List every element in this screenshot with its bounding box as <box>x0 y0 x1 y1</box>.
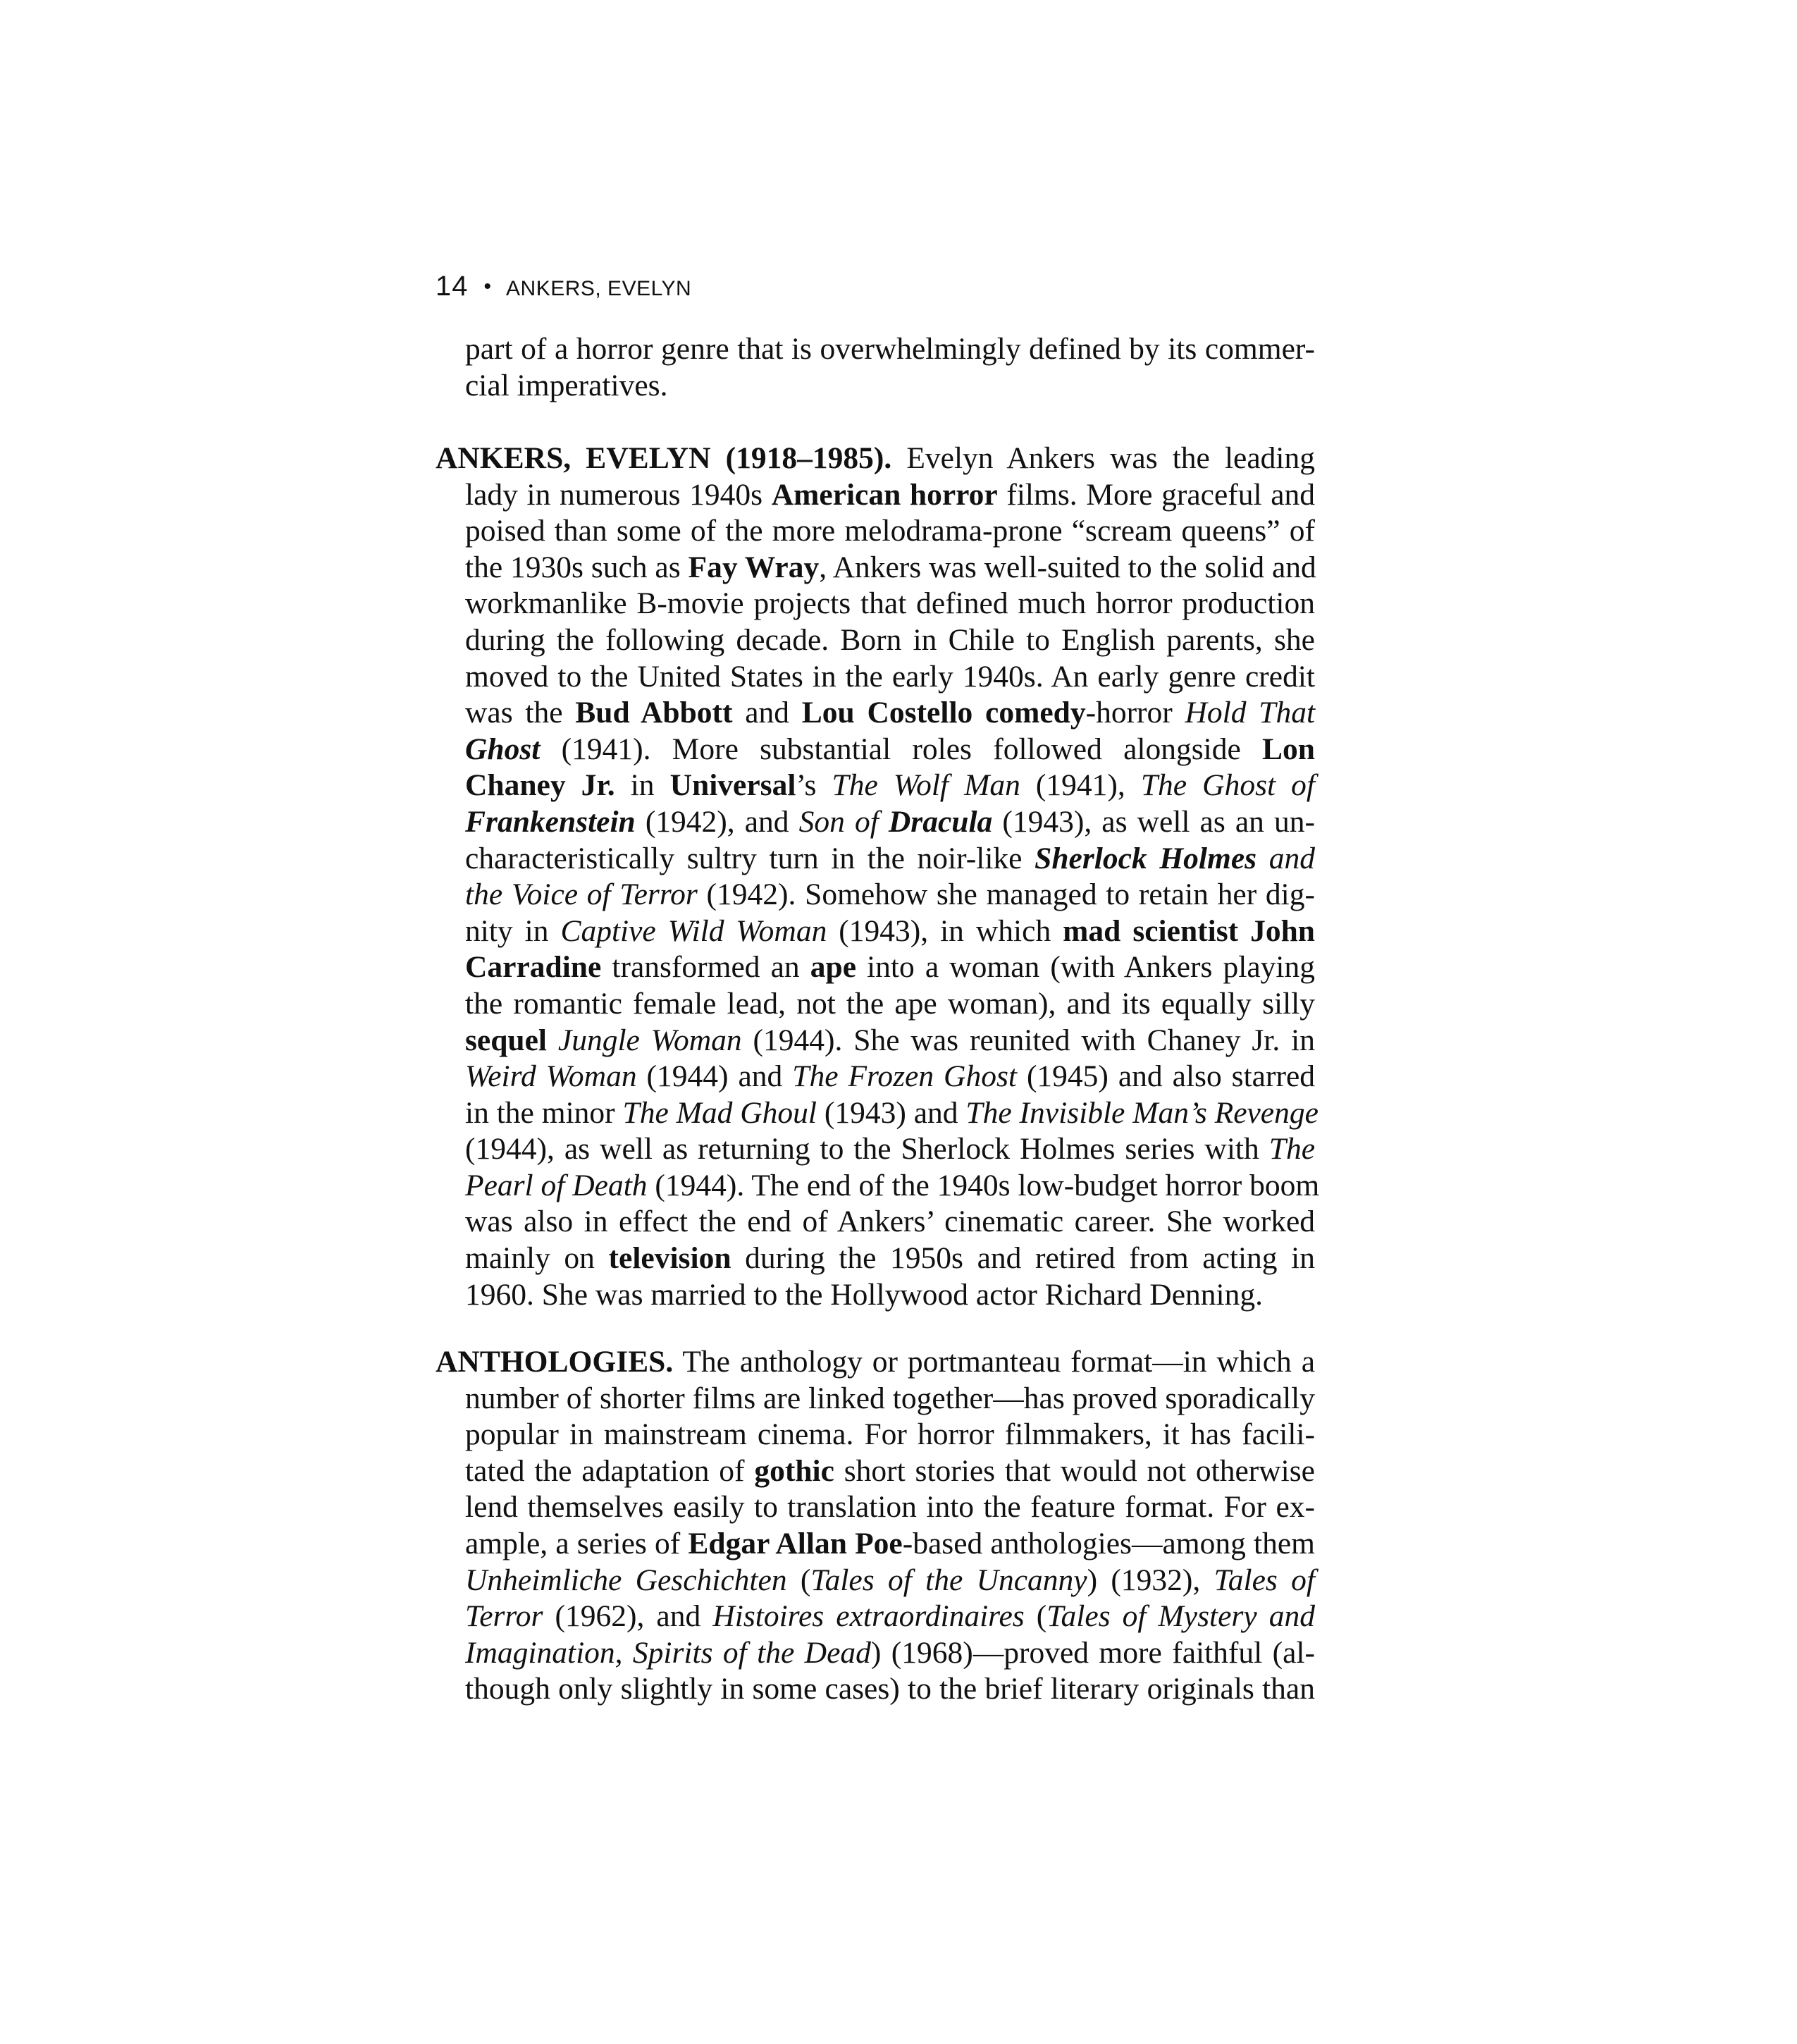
text-line: Carradine transformed an ape into a woman (with Ankers playing <box>465 950 1316 985</box>
film-title: The <box>1268 1132 1315 1166</box>
text-line: Weird Woman (1944) and The Frozen Ghost (1945) and also starred <box>465 1059 1316 1094</box>
film-title: Ghost <box>465 732 541 766</box>
cross-reference: Universal <box>669 768 796 803</box>
film-title: the Voice of Terror <box>465 878 698 912</box>
film-title: Unheimliche Geschichten <box>465 1563 787 1597</box>
cross-reference: Lon <box>1262 732 1315 766</box>
bullet-separator: • <box>483 275 493 298</box>
film-title: Sherlock Holmes <box>1035 841 1257 875</box>
cross-reference: Lou Costello <box>801 696 973 730</box>
text-line: sequel Jungle Woman (1944). She was reunited with Chaney Jr. in <box>465 1023 1315 1057</box>
film-title: and <box>1256 841 1315 875</box>
entry-headword: ANKERS, EVELYN (1918–1985). <box>436 441 892 475</box>
text-line: Unheimliche Geschichten (Tales of the Uncanny) (1932), Tales of <box>465 1563 1315 1597</box>
text-line: the romantic female lead, not the ape woman), and its equally silly <box>465 986 1315 1021</box>
text-line: in the minor The Mad Ghoul (1943) and The Invisible Man’s Revenge <box>465 1095 1319 1130</box>
text-line: ANTHOLOGIES. The anthology or portmanteau format—in which a <box>436 1345 1315 1379</box>
text-line: the Voice of Terror (1942). Somehow she managed to retain her dig- <box>465 878 1315 912</box>
text-line: ample, a series of Edgar Allan Poe-based anthologies—among them <box>465 1526 1315 1560</box>
text-line: 1960. She was married to the Hollywood actor Richard Denning. <box>465 1277 1263 1312</box>
film-title: Tales of <box>1214 1563 1315 1597</box>
film-title: Jungle Woman <box>557 1023 742 1057</box>
film-title: Pearl of Death <box>465 1168 648 1202</box>
text-line: mainly on television during the 1950s and retired from acting in <box>465 1241 1315 1276</box>
cross-reference: American horror <box>771 477 998 512</box>
page-number: 14 <box>436 271 469 302</box>
film-title: Frankenstein <box>465 804 636 839</box>
running-head <box>436 271 691 302</box>
film-title: The Invisible Man’s Revenge <box>965 1095 1319 1130</box>
text-line: tated the adaptation of gothic short stories that would not otherwise <box>465 1453 1315 1488</box>
text-line: part of a horror genre that is overwhelmingly defined by its commer- <box>465 332 1315 366</box>
film-title: The Ghost of <box>1140 768 1315 803</box>
cross-reference: sequel <box>465 1023 548 1057</box>
cross-reference: Bud Abbott <box>575 696 733 730</box>
cross-reference: ape <box>810 950 857 985</box>
cross-reference: comedy <box>985 696 1086 730</box>
film-title: The Mad Ghoul <box>622 1095 817 1130</box>
text-line: Ghost (1941). More substantial roles followed alongside Lon <box>465 732 1315 766</box>
film-title: The Wolf Man <box>832 768 1020 803</box>
text-line: nity in Captive Wild Woman (1943), in which mad scientist John <box>465 913 1315 948</box>
cross-reference: John <box>1250 913 1315 948</box>
cross-reference: mad scientist <box>1063 913 1239 948</box>
text-line: ANKERS, EVELYN (1918–1985). Evelyn Ankers was the leading <box>436 441 1315 475</box>
film-title: Tales of the Uncanny <box>810 1563 1087 1597</box>
text-line: number of shorter films are linked together—has proved sporadically <box>465 1381 1315 1415</box>
text-line: Chaney Jr. in Universal’s The Wolf Man (1941), The Ghost of <box>465 768 1315 803</box>
text-line: Terror (1962), and Histoires extraordinaires (Tales of Mystery and <box>465 1599 1315 1634</box>
text-line: was the Bud Abbott and Lou Costello comedy-horror Hold That <box>465 696 1316 730</box>
text-line: during the following decade. Born in Chile to English parents, she <box>465 622 1315 657</box>
cross-reference: Carradine <box>465 950 602 985</box>
entry-anthologies <box>436 1344 1315 1708</box>
text-line: Pearl of Death (1944). The end of the 1940s low-budget horror boom <box>465 1168 1320 1202</box>
text-line: was also in effect the end of Ankers’ cinematic career. She worked <box>465 1205 1315 1239</box>
text-line: popular in mainstream cinema. For horror filmmakers, it has facili- <box>465 1417 1315 1452</box>
film-title: Terror <box>465 1599 543 1634</box>
text-line: cial imperatives. <box>465 368 668 402</box>
film-title: Tales of Mystery and <box>1046 1599 1315 1634</box>
film-title: The Frozen Ghost <box>792 1059 1017 1094</box>
film-title: Imagination, Spirits of the Dead <box>465 1635 871 1670</box>
film-title: Hold That <box>1185 696 1316 730</box>
film-title: Dracula <box>888 804 993 839</box>
film-title: Histoires extraordinaires <box>712 1599 1025 1634</box>
text-line: lend themselves easily to translation into the feature format. For ex- <box>465 1490 1315 1525</box>
cross-reference: gothic <box>754 1453 834 1488</box>
text-line: lady in numerous 1940s American horror films. More graceful and <box>465 477 1315 512</box>
entry-ankers-evelyn <box>436 441 1320 1313</box>
text-line: the 1930s such as Fay Wray, Ankers was well-suited to the solid and <box>465 550 1316 584</box>
text-line: Frankenstein (1942), and Son of Dracula (1943), as well as an un- <box>465 804 1315 839</box>
cross-reference: Fay Wray <box>688 550 820 584</box>
film-title: Son of <box>798 804 889 839</box>
cross-reference: Chaney Jr. <box>465 768 615 803</box>
text-line: characteristically sultry turn in the noir-like Sherlock Holmes and <box>465 841 1315 875</box>
text-line: workmanlike B-movie projects that defined much horror production <box>465 586 1315 621</box>
text-line: moved to the United States in the early 1940s. An early genre credit <box>465 659 1315 694</box>
text-line: Imagination, Spirits of the Dead) (1968)—proved more faithful (al- <box>465 1635 1315 1670</box>
film-title: Captive Wild Woman <box>560 913 827 948</box>
entry-headword: ANTHOLOGIES. <box>436 1345 674 1379</box>
film-title: Weird Woman <box>465 1059 637 1094</box>
running-title: ANKERS, EVELYN <box>506 277 692 300</box>
text-line: poised than some of the more melodrama-prone “scream queens” of <box>465 514 1315 548</box>
text-line: though only slightly in some cases) to the brief literary originals than <box>465 1672 1315 1706</box>
cross-reference: Edgar Allan Poe <box>688 1526 903 1560</box>
text-line: (1944), as well as returning to the Sherlock Holmes series with The <box>465 1132 1315 1166</box>
continuation-paragraph <box>436 331 1315 404</box>
cross-reference: television <box>608 1241 731 1276</box>
